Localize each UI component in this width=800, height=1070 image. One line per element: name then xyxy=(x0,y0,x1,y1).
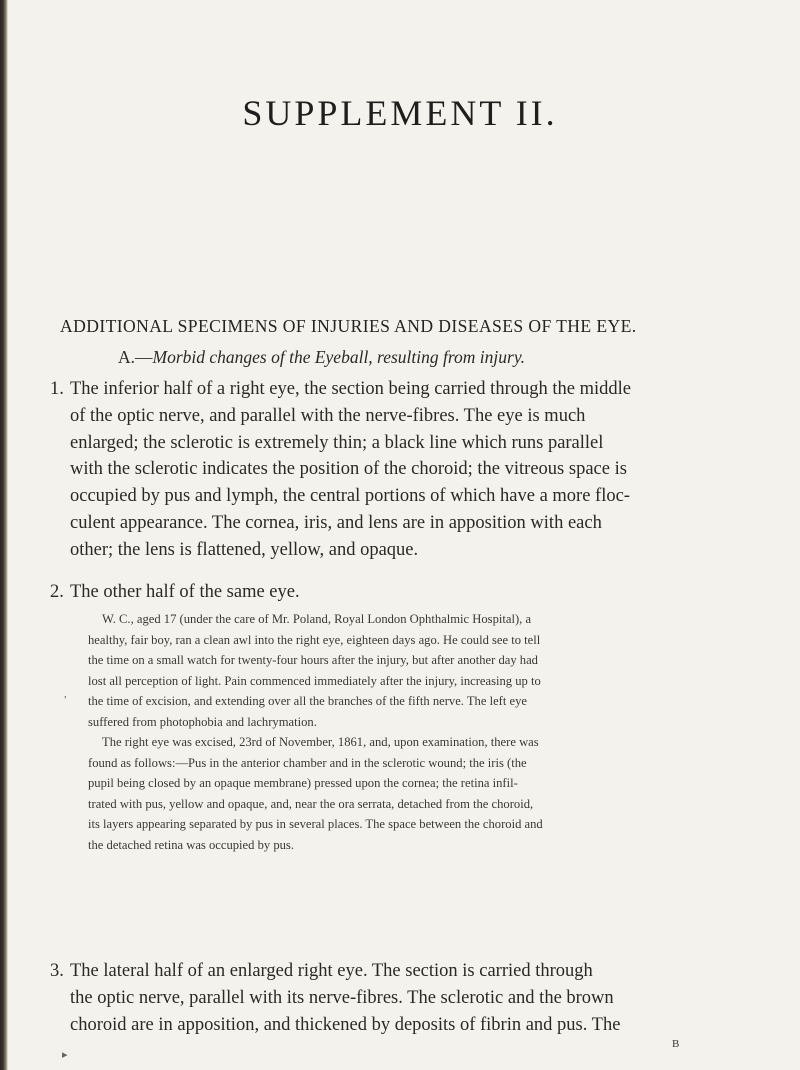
note-line: the time of excision, and extending over all the branches of the fifth nerve. The left eye xyxy=(88,694,527,708)
entry-number: 1. xyxy=(50,379,64,399)
entry-number: 2. xyxy=(50,582,64,602)
entry-3 xyxy=(50,958,790,1038)
entry-line: choroid are in apposition, and thickened by deposits of fibrin and pus. The xyxy=(70,1014,621,1035)
supplement-title: SUPPLEMENT II. xyxy=(242,93,558,133)
note-line: its layers appearing separated by pus in several places. The space between the choroid and xyxy=(88,817,543,831)
entry-line: the optic nerve, parallel with its nerve-fibres. The sclerotic and the brown xyxy=(70,987,614,1008)
subheading xyxy=(118,347,525,368)
entry-2 xyxy=(50,579,790,606)
note-line: lost all perception of light. Pain commenced immediately after the injury, increasing up to xyxy=(88,673,541,688)
entry-line: enlarged; the sclerotic is extremely thin; a black line which runs parallel xyxy=(70,432,604,453)
entry-line: occupied by pus and lymph, the central portions of which have a more floc- xyxy=(70,486,630,507)
subheading-prefix: A.— xyxy=(118,347,153,367)
print-speck: , xyxy=(64,688,67,700)
case-note xyxy=(88,609,778,855)
signature-mark: B xyxy=(672,1038,680,1050)
entry-line: The inferior half of a right eye, the section being carried through the middle xyxy=(70,379,631,399)
note-line: pupil being closed by an opaque membrane) pressed upon the cornea; the retina infil- xyxy=(88,776,518,790)
entry-line: of the optic nerve, and parallel with the nerve-fibres. The eye is much xyxy=(70,405,586,426)
note-line: the time on a small watch for twenty-four hours after the injury, but after another day had xyxy=(88,653,538,667)
entry-line: culent appearance. The cornea, iris, and lens are in apposition with each xyxy=(70,512,602,533)
entry-line: other; the lens is flattened, yellow, and opaque. xyxy=(70,539,419,560)
note-line: The right eye was excised, 23rd of November, 1861, and, upon examination, there was xyxy=(102,735,539,749)
note-line: suffered from photophobia and lachrymation. xyxy=(88,714,317,729)
page-binding-edge xyxy=(0,0,8,1070)
note-line: found as follows:—Pus in the anterior chamber and in the sclerotic wound; the iris (the xyxy=(88,755,527,770)
note-line: trated with pus, yellow and opaque, and, near the ora serrata, detached from the choroid, xyxy=(88,796,534,811)
section-heading: ADDITIONAL SPECIMENS OF INJURIES AND DISEASES OF THE EYE. xyxy=(60,316,637,336)
print-speck: ▸ xyxy=(62,1049,68,1061)
entry-line: The other half of the same eye. xyxy=(70,582,300,602)
entry-line: The lateral half of an enlarged right eye. The section is carried through xyxy=(70,961,593,981)
entry-number: 3. xyxy=(50,961,64,981)
subheading-italic-text: Morbid changes of the Eyeball, resulting from injury. xyxy=(152,347,525,367)
entry-line: with the sclerotic indicates the position of the choroid; the vitreous space is xyxy=(70,459,627,480)
entry-1 xyxy=(50,376,790,564)
note-line: W. C., aged 17 (under the care of Mr. Poland, Royal London Ophthalmic Hospital), a xyxy=(102,612,532,626)
note-line: healthy, fair boy, ran a clean awl into the right eye, eighteen days ago. He could see to tell xyxy=(88,632,541,647)
note-line: the detached retina was occupied by pus. xyxy=(88,837,294,852)
